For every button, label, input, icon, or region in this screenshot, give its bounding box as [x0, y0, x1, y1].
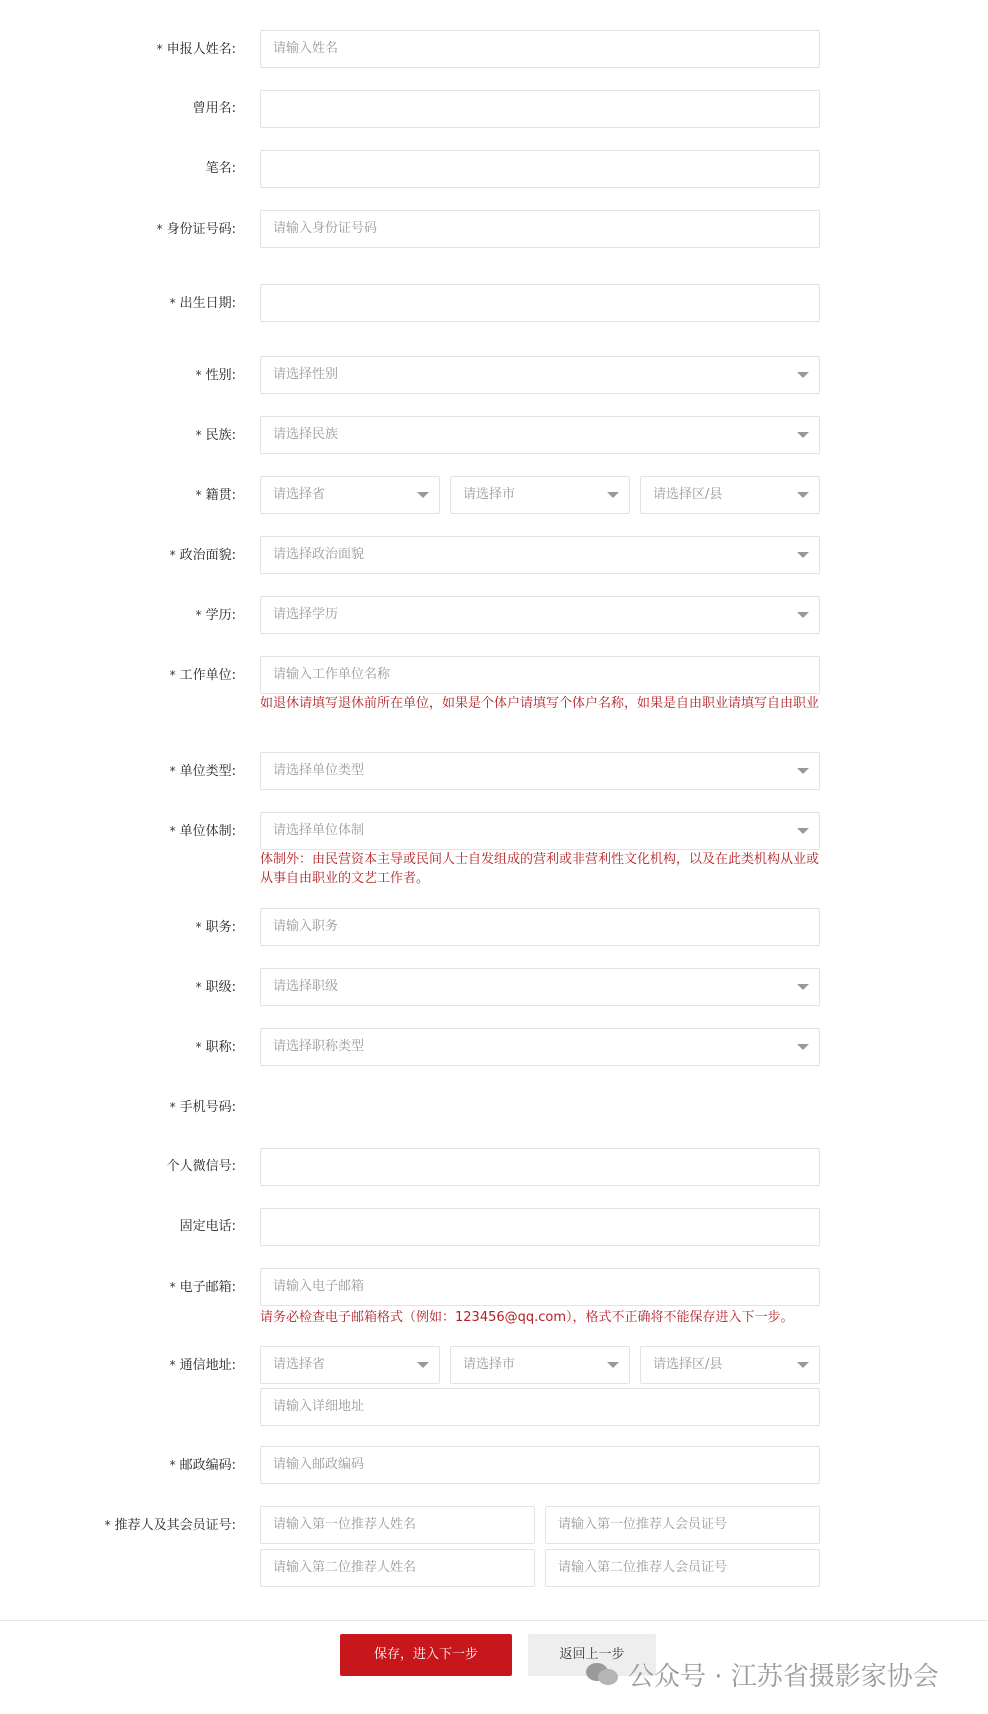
chevron-down-icon — [607, 1362, 619, 1368]
label-political-status: * 政治面貌: — [169, 548, 236, 563]
label-birth-date: * 出生日期: — [169, 296, 236, 311]
label-former-name: 曾用名: — [192, 101, 236, 116]
back-button[interactable]: 返回上一步 — [528, 1634, 656, 1676]
label-gender: * 性别: — [195, 368, 236, 383]
label-unit-type: * 单位类型: — [169, 764, 236, 779]
label-phone: * 手机号码: — [169, 1100, 236, 1115]
chevron-down-icon — [797, 612, 809, 618]
address-city-select[interactable]: 请选择市 — [450, 1346, 630, 1384]
label-ethnicity: * 民族: — [195, 428, 236, 443]
chevron-down-icon — [797, 768, 809, 774]
chevron-down-icon — [797, 492, 809, 498]
label-postcode: * 邮政编码: — [169, 1458, 236, 1473]
id-number-input[interactable]: 请输入身份证号码 — [260, 210, 820, 248]
native-province-select[interactable]: 请选择省 — [260, 476, 440, 514]
save-next-button[interactable]: 保存，进入下一步 — [340, 1634, 512, 1676]
label-name: * 申报人姓名: — [156, 42, 236, 57]
label-rank: * 职级: — [195, 980, 236, 995]
chevron-down-icon — [797, 828, 809, 834]
unit-system-hint: 体制外：由民营资本主导或民间人士自发组成的营利或非营利性文化机构，以及在此类机构从业或从事自由职业的文艺工作者。 — [260, 852, 820, 886]
watermark-text: 公众号 · 江苏省摄影家协会 — [628, 1661, 939, 1692]
chevron-down-icon — [417, 1362, 429, 1368]
native-city-select[interactable]: 请选择市 — [450, 476, 630, 514]
address-district-select[interactable]: 请选择区/县 — [640, 1346, 820, 1384]
recommender2-name-input[interactable]: 请输入第二位推荐人姓名 — [260, 1549, 535, 1587]
chevron-down-icon — [797, 1362, 809, 1368]
address-province-select[interactable]: 请选择省 — [260, 1346, 440, 1384]
unit-type-select[interactable]: 请选择单位类型 — [260, 752, 820, 790]
label-email: * 电子邮箱: — [169, 1280, 236, 1295]
gender-select[interactable]: 请选择性别 — [260, 356, 820, 394]
label-id-number: * 身份证号码: — [156, 222, 236, 237]
political-status-select[interactable]: 请选择政治面貌 — [260, 536, 820, 574]
wechat-input[interactable] — [260, 1148, 820, 1186]
label-education: * 学历: — [195, 608, 236, 623]
landline-input[interactable] — [260, 1208, 820, 1246]
work-unit-input[interactable]: 请输入工作单位名称 — [260, 656, 820, 694]
label-landline: 固定电话: — [179, 1219, 236, 1234]
recommender1-id-input[interactable]: 请输入第一位推荐人会员证号 — [545, 1506, 820, 1544]
education-select[interactable]: 请选择学历 — [260, 596, 820, 634]
label-native-place: * 籍贯: — [195, 488, 236, 503]
wechat-icon — [586, 1661, 620, 1687]
birth-date-input[interactable] — [260, 284, 820, 322]
label-work-unit: * 工作单位: — [169, 668, 236, 683]
ethnicity-select[interactable]: 请选择民族 — [260, 416, 820, 454]
title-select[interactable]: 请选择职称类型 — [260, 1028, 820, 1066]
email-hint: 请务必检查电子邮箱格式（例如：123456@qq.com），格式不正确将不能保存进入下一步。 — [260, 1310, 794, 1325]
postcode-input[interactable]: 请输入邮政编码 — [260, 1446, 820, 1484]
email-input[interactable]: 请输入电子邮箱 — [260, 1268, 820, 1306]
watermark — [586, 1654, 939, 1694]
work-unit-hint: 如退休请填写退休前所在单位，如果是个体户请填写个体户名称，如果是自由职业请填写自由职业 — [260, 696, 820, 711]
recommender2-id-input[interactable]: 请输入第二位推荐人会员证号 — [545, 1549, 820, 1587]
former-name-input[interactable] — [260, 90, 820, 128]
unit-system-select[interactable]: 请选择单位体制 — [260, 812, 820, 850]
chevron-down-icon — [797, 432, 809, 438]
label-address: * 通信地址: — [169, 1358, 236, 1373]
label-wechat: 个人微信号: — [166, 1159, 236, 1174]
address-detail-input[interactable]: 请输入详细地址 — [260, 1388, 820, 1426]
recommender1-name-input[interactable]: 请输入第一位推荐人姓名 — [260, 1506, 535, 1544]
label-unit-system: * 单位体制: — [169, 824, 236, 839]
chevron-down-icon — [797, 1044, 809, 1050]
pen-name-input[interactable] — [260, 150, 820, 188]
native-district-select[interactable]: 请选择区/县 — [640, 476, 820, 514]
chevron-down-icon — [797, 372, 809, 378]
chevron-down-icon — [417, 492, 429, 498]
chevron-down-icon — [607, 492, 619, 498]
rank-select[interactable]: 请选择职级 — [260, 968, 820, 1006]
label-position: * 职务: — [195, 920, 236, 935]
name-input[interactable]: 请输入姓名 — [260, 30, 820, 68]
label-pen-name: 笔名: — [205, 161, 236, 176]
position-input[interactable]: 请输入职务 — [260, 908, 820, 946]
footer-divider — [0, 1620, 988, 1621]
chevron-down-icon — [797, 552, 809, 558]
chevron-down-icon — [797, 984, 809, 990]
label-title: * 职称: — [195, 1040, 236, 1055]
label-recommenders: * 推荐人及其会员证号: — [104, 1518, 236, 1533]
